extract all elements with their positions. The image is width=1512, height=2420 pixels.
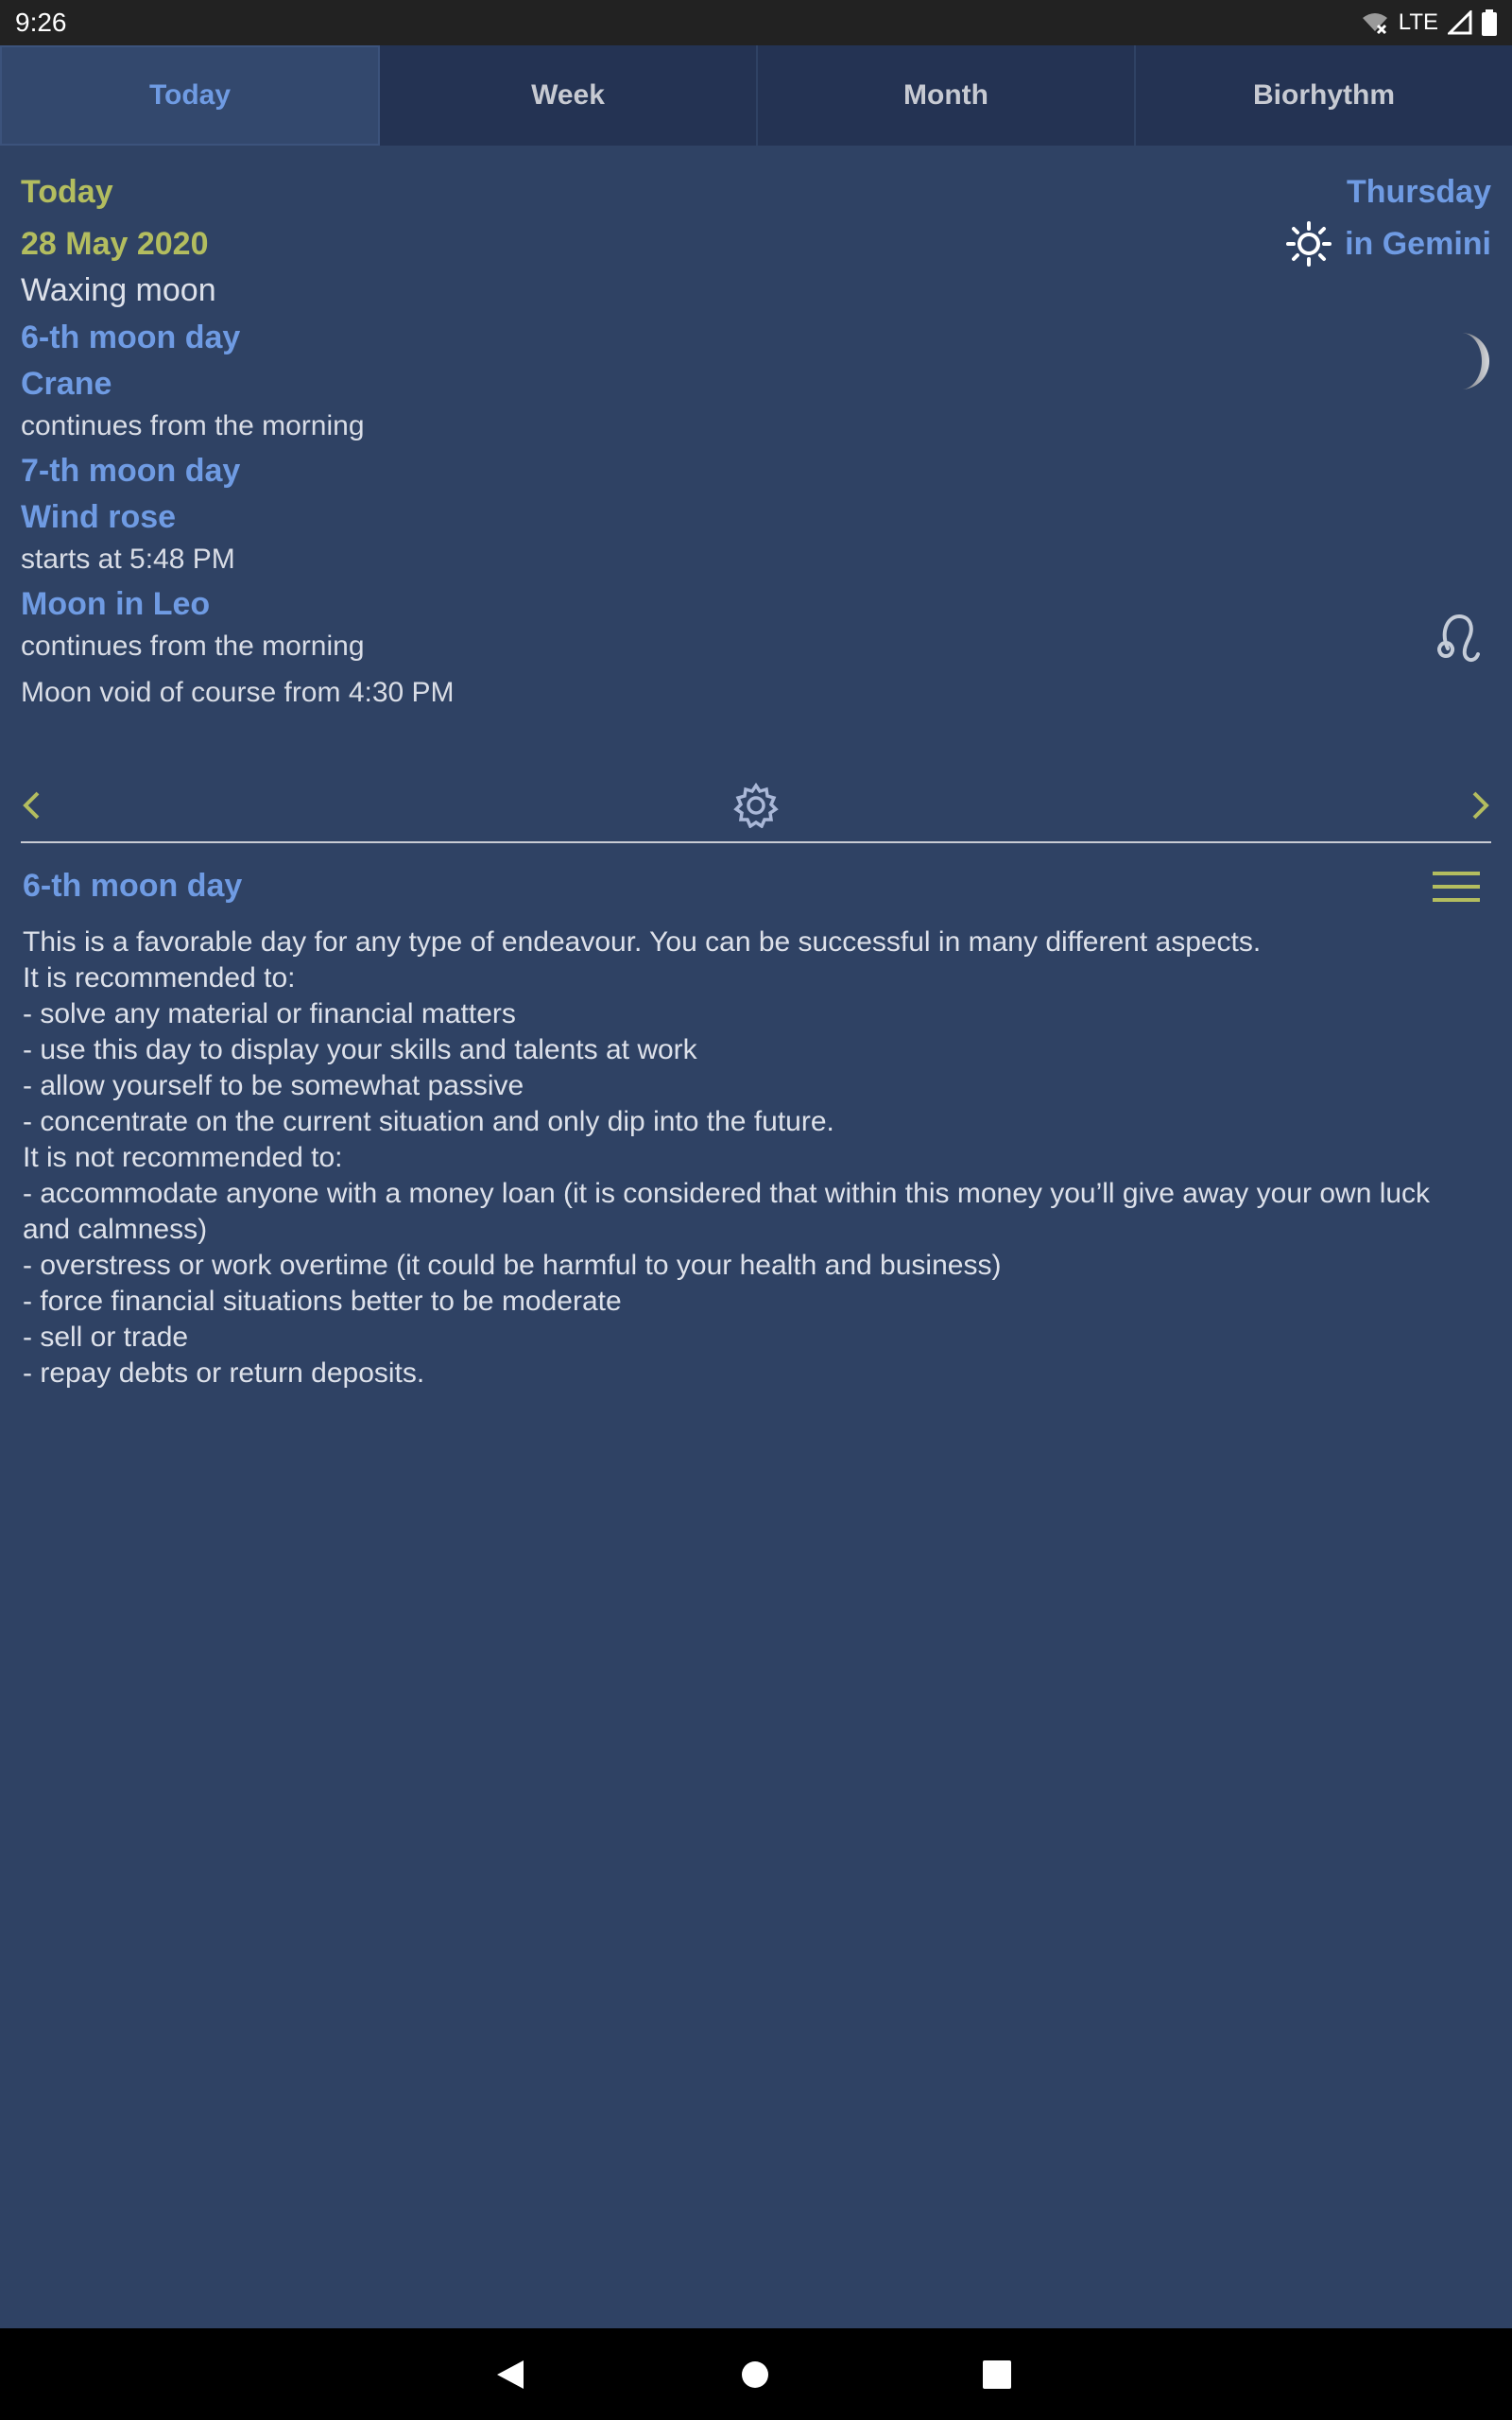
- leo-icon: [1435, 613, 1480, 666]
- status-time: 9:26: [15, 8, 67, 37]
- today-date: 28 May 2020: [21, 226, 209, 262]
- crescent-moon-icon: [1459, 331, 1491, 391]
- detail-description: [23, 925, 1440, 1392]
- detail-line: - use this day to display your skills and talents at work: [23, 1034, 697, 1065]
- status-icons: [1361, 9, 1497, 36]
- status-bar: [0, 0, 1512, 45]
- tab-bar: [0, 45, 1512, 146]
- moon-day-2-note: starts at 5:48 PM: [21, 544, 235, 575]
- void-of-course-note: Moon void of course from 4:30 PM: [21, 677, 455, 708]
- moon-day-1-symbol: Crane: [21, 366, 112, 402]
- moon-day-2: 7-th moon day: [21, 453, 241, 489]
- divider: [21, 841, 1491, 843]
- detail-line: - allow yourself to be somewhat passive: [23, 1070, 524, 1101]
- weekday: Thursday: [1346, 174, 1491, 210]
- wifi-off-icon: [1361, 10, 1389, 35]
- chevron-right-icon[interactable]: [1470, 790, 1491, 821]
- sun-sign-row: [1286, 221, 1491, 267]
- moon-sign: Moon in Leo: [21, 586, 211, 622]
- detail-line: - force financial situations better to be moderate: [23, 1286, 622, 1317]
- tab-week[interactable]: Week: [380, 45, 758, 146]
- detail-line: It is not recommended to:: [23, 1142, 343, 1173]
- system-navigation-bar: [0, 2328, 1512, 2420]
- network-label: LTE: [1398, 9, 1438, 35]
- moon-day-1-note: continues from the morning: [21, 410, 365, 441]
- sun-sign: in Gemini: [1345, 225, 1491, 262]
- battery-icon: [1482, 9, 1497, 36]
- detail-line: - concentrate on the current situation and only dip into the future.: [23, 1106, 834, 1137]
- detail-line: - solve any material or financial matters: [23, 998, 516, 1029]
- home-icon[interactable]: [741, 2360, 769, 2389]
- tab-today[interactable]: Today: [0, 45, 380, 146]
- today-label: Today: [21, 174, 113, 210]
- detail-line: - repay debts or return deposits.: [23, 1357, 425, 1389]
- moon-sign-note: continues from the morning: [21, 631, 365, 662]
- detail-line: It is recommended to:: [23, 962, 296, 994]
- day-navigation: [21, 775, 1491, 836]
- tab-month[interactable]: Month: [758, 45, 1136, 146]
- moon-day-1: 6-th moon day: [21, 320, 241, 355]
- recents-icon[interactable]: [983, 2360, 1011, 2389]
- detail-line: - sell or trade: [23, 1322, 189, 1353]
- detail-line: This is a favorable day for any type of endeavour. You can be successful in many different aspects.: [23, 926, 1262, 958]
- back-icon[interactable]: [495, 2359, 525, 2391]
- tab-biorhythm[interactable]: Biorhythm: [1253, 79, 1395, 111]
- detail-line: - accommodate anyone with a money loan (it is considered that within this money you’ll give away your own luck and calmness): [23, 1178, 1431, 1245]
- detail-title: 6-th moon day: [23, 868, 243, 904]
- gear-icon[interactable]: [733, 783, 779, 828]
- moon-day-2-symbol: Wind rose: [21, 499, 177, 535]
- detail-line: - overstress or work overtime (it could be harmful to your health and business): [23, 1250, 1002, 1281]
- sun-icon: [1286, 221, 1332, 267]
- menu-icon[interactable]: [1433, 868, 1480, 906]
- chevron-left-icon[interactable]: [21, 790, 42, 821]
- signal-icon: [1448, 10, 1472, 35]
- moon-phase: Waxing moon: [21, 272, 216, 308]
